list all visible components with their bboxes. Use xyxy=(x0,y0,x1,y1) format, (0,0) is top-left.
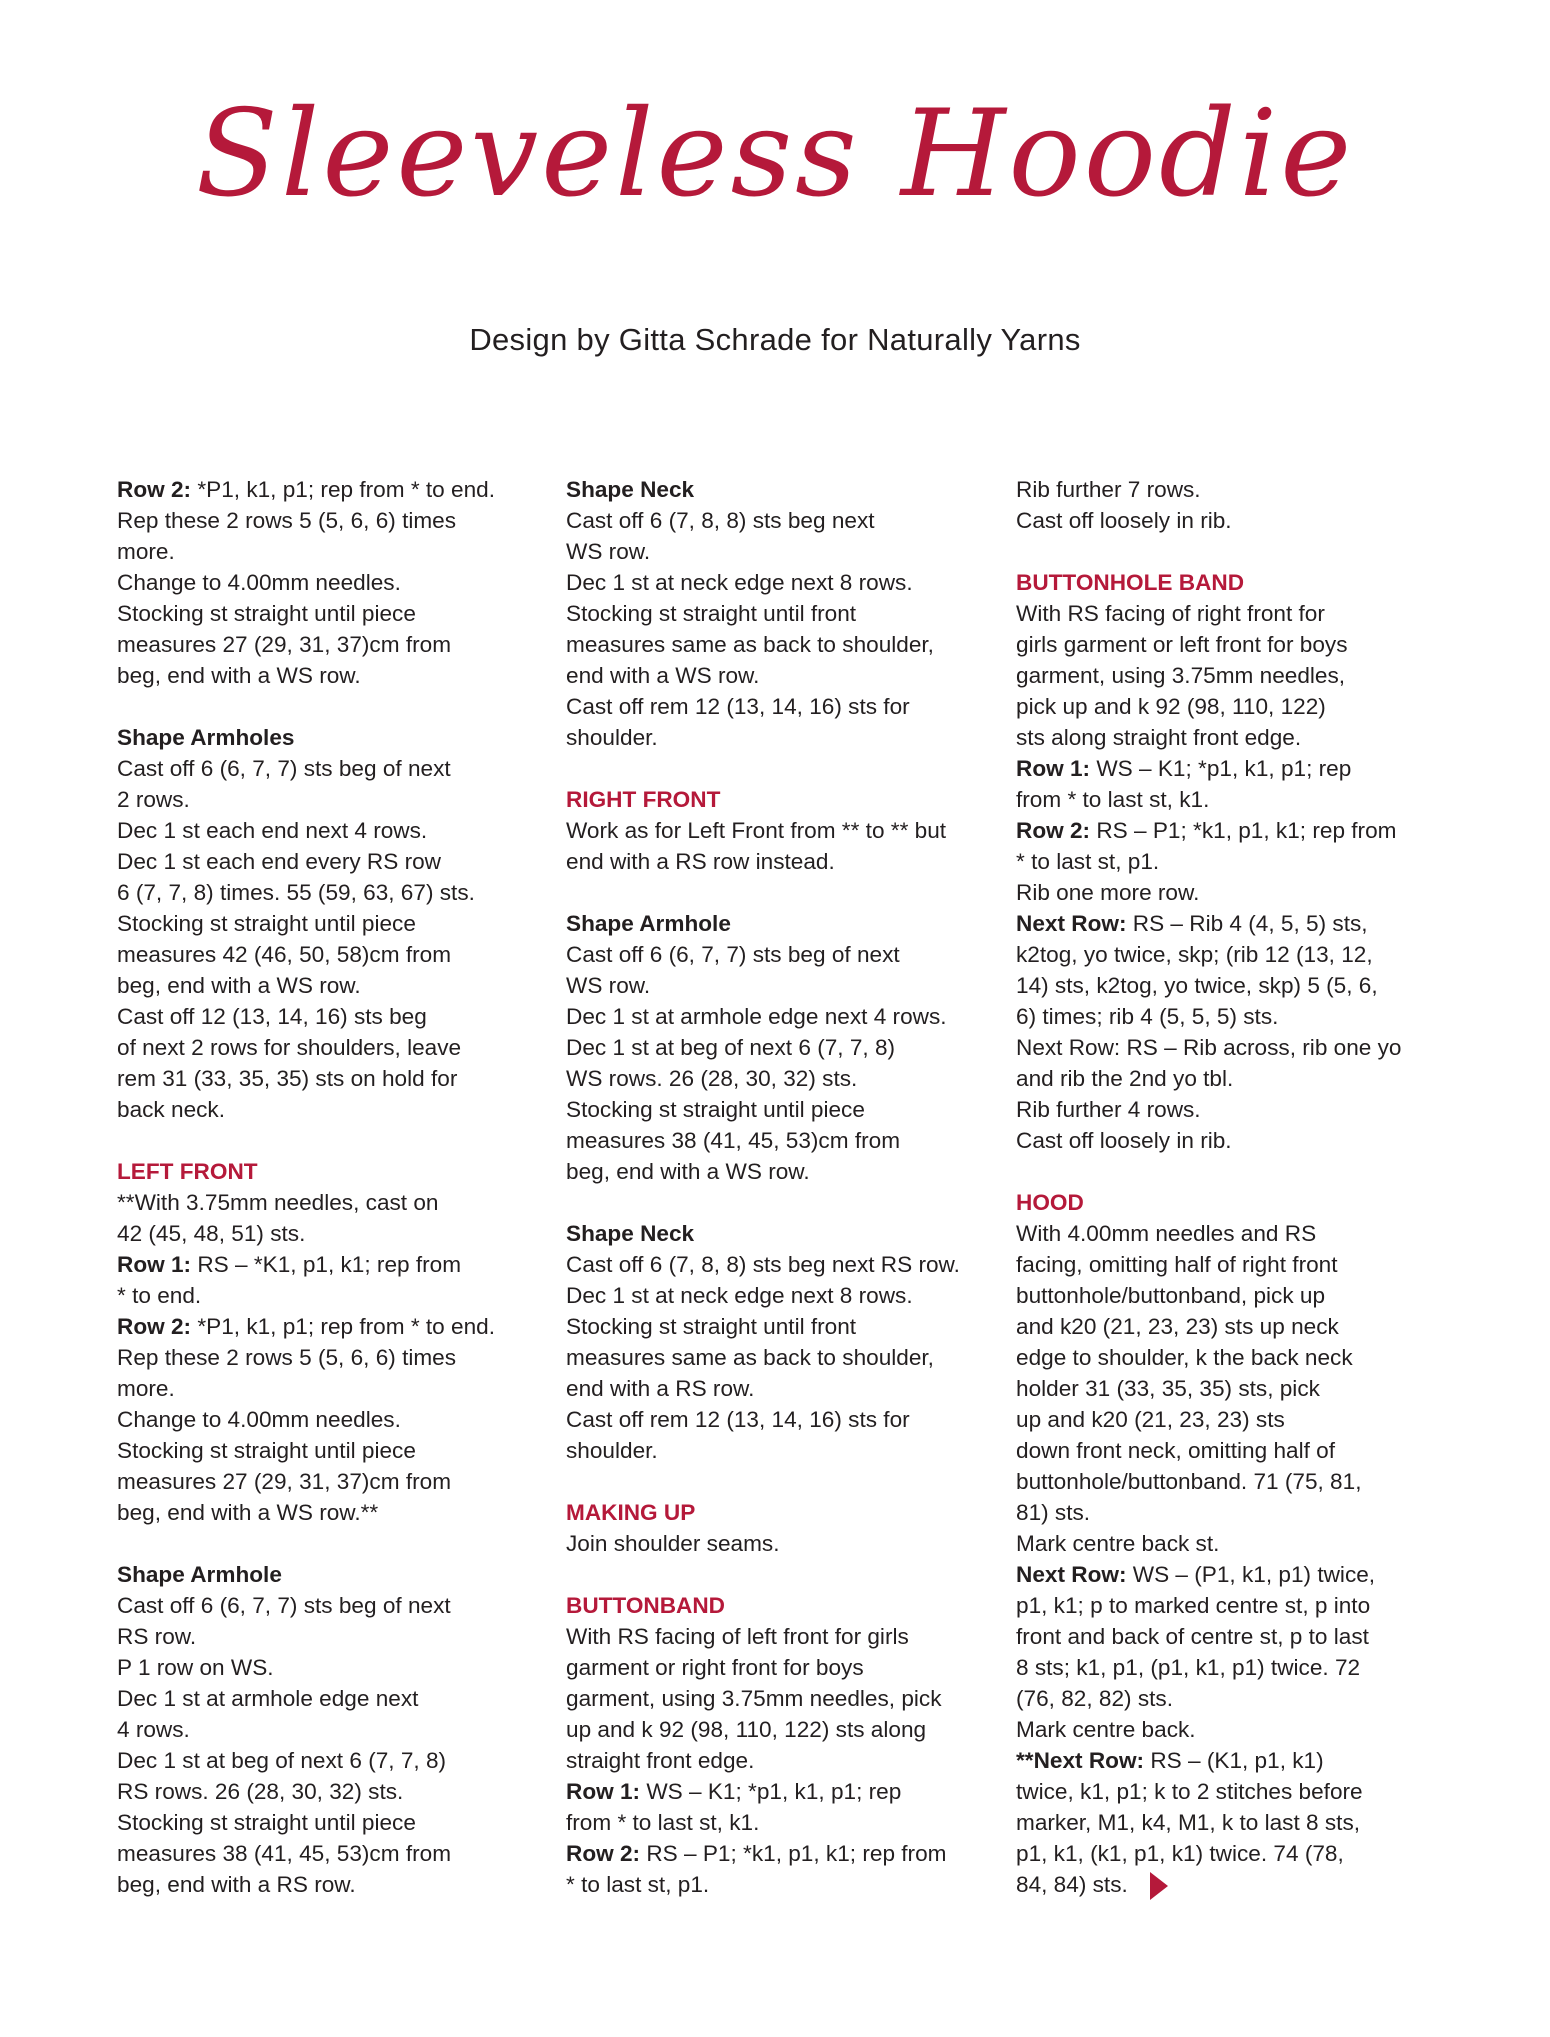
instruction-line xyxy=(1016,1497,1456,1528)
instruction-text: WS row. xyxy=(566,973,651,998)
section-heading: LEFT FRONT xyxy=(117,1159,258,1184)
instruction-line xyxy=(1016,474,1456,505)
instruction-text: RS – *K1, p1, k1; rep from xyxy=(191,1252,462,1277)
row-label: Row 2: xyxy=(117,477,192,502)
instruction-text: P 1 row on WS. xyxy=(117,1655,274,1680)
instruction-text: up and k 92 (98, 110, 122) sts along xyxy=(566,1717,927,1742)
instruction-text: measures 42 (46, 50, 58)cm from xyxy=(117,942,452,967)
instruction-text: With 4.00mm needles and RS xyxy=(1016,1221,1317,1246)
instruction-text: measures same as back to shoulder, xyxy=(566,1345,934,1370)
instruction-line xyxy=(566,1311,1006,1342)
instruction-text: * to end. xyxy=(117,1283,202,1308)
paragraph-spacer xyxy=(566,1466,1006,1497)
instruction-text: 14) sts, k2tog, yo twice, skp) 5 (5, 6, xyxy=(1016,973,1378,998)
instruction-text: garment or right front for boys xyxy=(566,1655,864,1680)
instruction-text: 6) times; rib 4 (5, 5, 5) sts. xyxy=(1016,1004,1279,1029)
instruction-text: garment, using 3.75mm needles, xyxy=(1016,663,1346,688)
instruction-text: p1, k1, (k1, p1, k1) twice. 74 (78, xyxy=(1016,1841,1344,1866)
instruction-text: and k20 (21, 23, 23) sts up neck xyxy=(1016,1314,1339,1339)
instruction-line xyxy=(1016,1404,1456,1435)
instruction-text: end with a WS row. xyxy=(566,663,760,688)
subsection-heading: Shape Neck xyxy=(566,1221,695,1246)
instruction-text: down front neck, omitting half of xyxy=(1016,1438,1335,1463)
instruction-line xyxy=(566,1404,1006,1435)
instruction-text: Next Row: RS – Rib across, rib one yo xyxy=(1016,1035,1402,1060)
instruction-text: Rib one more row. xyxy=(1016,880,1200,905)
instruction-line xyxy=(566,1807,1006,1838)
instruction-line xyxy=(117,1466,557,1497)
instruction-text: beg, end with a WS row. xyxy=(117,663,361,688)
instruction-text: shoulder. xyxy=(566,1438,658,1463)
instruction-text: RS row. xyxy=(117,1624,197,1649)
instruction-line xyxy=(1016,1745,1456,1776)
instruction-line xyxy=(117,1745,557,1776)
instruction-text: 81) sts. xyxy=(1016,1500,1091,1525)
instruction-line xyxy=(566,1001,1006,1032)
instruction-line xyxy=(1016,1683,1456,1714)
instruction-text: Mark centre back st. xyxy=(1016,1531,1220,1556)
instruction-text: Rib further 4 rows. xyxy=(1016,1097,1201,1122)
paragraph-spacer xyxy=(117,1125,557,1156)
instruction-text: With RS facing of left front for girls xyxy=(566,1624,909,1649)
column-left xyxy=(117,474,557,1900)
subsection-heading: Shape Armhole xyxy=(566,911,731,936)
paragraph-spacer xyxy=(566,877,1006,908)
instruction-text: Stocking st straight until front xyxy=(566,1314,857,1339)
instruction-line xyxy=(117,784,557,815)
instruction-line xyxy=(117,1280,557,1311)
next-page-arrow-icon xyxy=(1150,1872,1168,1900)
designer-credit: Design by Gitta Schrade for Naturally Yarns xyxy=(469,322,1081,357)
instruction-text: WS row. xyxy=(566,539,651,564)
instruction-text: **With 3.75mm needles, cast on xyxy=(117,1190,439,1215)
instruction-text: holder 31 (33, 35, 35) sts, pick xyxy=(1016,1376,1320,1401)
instruction-line xyxy=(1016,877,1456,908)
instruction-text: *P1, k1, p1; rep from * to end. xyxy=(191,477,495,502)
instruction-line xyxy=(566,1032,1006,1063)
instruction-line xyxy=(117,846,557,877)
instruction-text: Cast off 6 (7, 8, 8) sts beg next RS row. xyxy=(566,1252,960,1277)
instruction-line xyxy=(1016,1621,1456,1652)
section-heading: HOOD xyxy=(1016,1190,1084,1215)
instruction-text: Cast off 6 (6, 7, 7) sts beg of next xyxy=(117,1593,451,1618)
instruction-line xyxy=(566,660,1006,691)
instruction-text: measures 38 (41, 45, 53)cm from xyxy=(117,1841,452,1866)
instruction-line xyxy=(1016,1435,1456,1466)
instruction-text: straight front edge. xyxy=(566,1748,755,1773)
instruction-line xyxy=(566,1435,1006,1466)
instruction-line xyxy=(1016,784,1456,815)
instruction-line xyxy=(1016,1652,1456,1683)
paragraph-spacer xyxy=(566,1187,1006,1218)
instruction-line xyxy=(1016,1590,1456,1621)
instruction-line xyxy=(117,598,557,629)
instruction-line xyxy=(566,691,1006,722)
instruction-text: garment, using 3.75mm needles, pick xyxy=(566,1686,942,1711)
instruction-text: Cast off 6 (6, 7, 7) sts beg of next xyxy=(117,756,451,781)
instruction-line xyxy=(1016,908,1456,939)
instruction-line xyxy=(1016,939,1456,970)
instruction-text: WS – (P1, k1, p1) twice, xyxy=(1126,1562,1376,1587)
row-label: **Next Row: xyxy=(1016,1748,1145,1773)
instruction-text: Change to 4.00mm needles. xyxy=(117,570,401,595)
instruction-line xyxy=(566,1063,1006,1094)
section-heading: MAKING UP xyxy=(566,1500,696,1525)
instruction-line xyxy=(117,1497,557,1528)
instruction-line xyxy=(1016,722,1456,753)
column-right xyxy=(1016,474,1456,1900)
instruction-text: RS – (K1, p1, k1) xyxy=(1144,1748,1324,1773)
instruction-text: Dec 1 st at beg of next 6 (7, 7, 8) xyxy=(117,1748,447,1773)
instruction-text: marker, M1, k4, M1, k to last 8 sts, xyxy=(1016,1810,1361,1835)
instruction-line xyxy=(566,1125,1006,1156)
instruction-text: WS rows. 26 (28, 30, 32) sts. xyxy=(566,1066,858,1091)
instruction-line xyxy=(1016,1714,1456,1745)
instruction-text: Cast off 12 (13, 14, 16) sts beg xyxy=(117,1004,427,1029)
instruction-text: facing, omitting half of right front xyxy=(1016,1252,1338,1277)
instruction-text: Cast off rem 12 (13, 14, 16) sts for xyxy=(566,1407,910,1432)
instruction-text: 84, 84) sts. xyxy=(1016,1872,1128,1897)
instruction-line xyxy=(1016,1094,1456,1125)
instruction-line xyxy=(566,1683,1006,1714)
instruction-text: pick up and k 92 (98, 110, 122) xyxy=(1016,694,1326,719)
instruction-line xyxy=(117,908,557,939)
instruction-text: of next 2 rows for shoulders, leave xyxy=(117,1035,462,1060)
instruction-line xyxy=(117,1683,557,1714)
instruction-line xyxy=(1016,1218,1456,1249)
instruction-line xyxy=(117,1404,557,1435)
instruction-text: front and back of centre st, p to last xyxy=(1016,1624,1369,1649)
instruction-text: Dec 1 st at neck edge next 8 rows. xyxy=(566,1283,913,1308)
instruction-text: Cast off 6 (6, 7, 7) sts beg of next xyxy=(566,942,900,967)
instruction-line xyxy=(1016,1125,1456,1156)
instruction-line xyxy=(1016,1869,1456,1900)
instruction-text: 8 sts; k1, p1, (p1, k1, p1) twice. 72 xyxy=(1016,1655,1361,1680)
instruction-line xyxy=(566,1094,1006,1125)
instruction-line xyxy=(1016,846,1456,877)
instruction-text: beg, end with a WS row. xyxy=(117,973,361,998)
instruction-line xyxy=(117,567,557,598)
instruction-line xyxy=(117,753,557,784)
instruction-line xyxy=(117,877,557,908)
instruction-text: 6 (7, 7, 8) times. 55 (59, 63, 67) sts. xyxy=(117,880,475,905)
row-label: Next Row: xyxy=(1016,911,1127,936)
instruction-line xyxy=(1016,753,1456,784)
instruction-line xyxy=(1016,815,1456,846)
instruction-line xyxy=(1016,1311,1456,1342)
instruction-line xyxy=(566,1342,1006,1373)
pattern-title: Sleeveless Hoodie xyxy=(195,85,1355,224)
instruction-text: and rib the 2nd yo tbl. xyxy=(1016,1066,1234,1091)
instruction-text: RS – P1; *k1, p1, k1; rep from xyxy=(1090,818,1397,843)
instruction-line xyxy=(117,1869,557,1900)
instruction-line xyxy=(566,970,1006,1001)
instruction-line xyxy=(566,846,1006,877)
instruction-line xyxy=(566,598,1006,629)
instruction-text: Stocking st straight until piece xyxy=(117,911,416,936)
instruction-line xyxy=(566,1249,1006,1280)
subsection-heading: Shape Neck xyxy=(566,477,695,502)
instruction-line xyxy=(117,1714,557,1745)
instruction-line xyxy=(117,1838,557,1869)
subsection-heading: Shape Armhole xyxy=(117,1562,282,1587)
instruction-line xyxy=(566,1652,1006,1683)
instruction-text: Dec 1 st at armhole edge next 4 rows. xyxy=(566,1004,947,1029)
section-heading: BUTTONHOLE BAND xyxy=(1016,570,1245,595)
row-label: Row 2: xyxy=(1016,818,1091,843)
instruction-line xyxy=(566,1280,1006,1311)
instruction-line xyxy=(1016,598,1456,629)
instruction-line xyxy=(566,629,1006,660)
paragraph-spacer xyxy=(117,1528,557,1559)
instruction-text: Rep these 2 rows 5 (5, 6, 6) times xyxy=(117,508,457,533)
instruction-line xyxy=(1016,1776,1456,1807)
instruction-line xyxy=(1016,1342,1456,1373)
instruction-line xyxy=(1016,691,1456,722)
instruction-line xyxy=(566,1156,1006,1187)
instruction-text: measures same as back to shoulder, xyxy=(566,632,934,657)
instruction-line xyxy=(117,536,557,567)
section-heading: BUTTONBAND xyxy=(566,1593,725,1618)
instruction-text: RS – P1; *k1, p1, k1; rep from xyxy=(640,1841,947,1866)
instruction-line xyxy=(117,1435,557,1466)
row-label: Row 1: xyxy=(566,1779,641,1804)
instruction-line xyxy=(566,722,1006,753)
instruction-text: * to last st, p1. xyxy=(566,1872,710,1897)
instruction-line xyxy=(117,939,557,970)
instruction-line xyxy=(1016,1559,1456,1590)
instruction-text: RS – Rib 4 (4, 5, 5) sts, xyxy=(1126,911,1368,936)
instruction-line xyxy=(566,1869,1006,1900)
subsection-heading: Shape Armholes xyxy=(117,725,295,750)
section-heading: RIGHT FRONT xyxy=(566,787,721,812)
instruction-line xyxy=(117,1373,557,1404)
row-label: Row 1: xyxy=(117,1252,192,1277)
instruction-text: beg, end with a WS row.** xyxy=(117,1500,379,1525)
instruction-text: Stocking st straight until piece xyxy=(117,601,416,626)
instruction-text: buttonhole/buttonband, pick up xyxy=(1016,1283,1326,1308)
instruction-text: edge to shoulder, k the back neck xyxy=(1016,1345,1353,1370)
instruction-line xyxy=(566,567,1006,598)
instruction-line xyxy=(1016,1249,1456,1280)
instruction-text: Dec 1 st at armhole edge next xyxy=(117,1686,419,1711)
instruction-text: Stocking st straight until piece xyxy=(566,1097,865,1122)
instruction-line xyxy=(566,1373,1006,1404)
instruction-text: girls garment or left front for boys xyxy=(1016,632,1348,657)
instruction-line xyxy=(1016,1373,1456,1404)
paragraph-spacer xyxy=(566,1559,1006,1590)
paragraph-spacer xyxy=(1016,1156,1456,1187)
paragraph-spacer xyxy=(566,753,1006,784)
instruction-text: sts along straight front edge. xyxy=(1016,725,1302,750)
instruction-text: up and k20 (21, 23, 23) sts xyxy=(1016,1407,1285,1432)
instruction-text: Cast off loosely in rib. xyxy=(1016,1128,1232,1153)
instruction-text: Cast off loosely in rib. xyxy=(1016,508,1232,533)
instruction-text: Change to 4.00mm needles. xyxy=(117,1407,401,1432)
instruction-text: Join shoulder seams. xyxy=(566,1531,780,1556)
instruction-text: end with a RS row instead. xyxy=(566,849,835,874)
instruction-line xyxy=(1016,970,1456,1001)
instruction-text: Work as for Left Front from ** to ** but xyxy=(566,818,947,843)
instruction-line xyxy=(1016,1063,1456,1094)
instruction-line xyxy=(1016,1807,1456,1838)
instruction-text: Rep these 2 rows 5 (5, 6, 6) times xyxy=(117,1345,457,1370)
instruction-line xyxy=(1016,1528,1456,1559)
paragraph-spacer xyxy=(1016,536,1456,567)
instruction-line xyxy=(117,1311,557,1342)
instruction-text: Dec 1 st each end every RS row xyxy=(117,849,441,874)
instruction-text: RS rows. 26 (28, 30, 32) sts. xyxy=(117,1779,404,1804)
instruction-text: beg, end with a WS row. xyxy=(566,1159,810,1184)
instruction-text: measures 27 (29, 31, 37)cm from xyxy=(117,1469,452,1494)
instruction-line xyxy=(117,1342,557,1373)
instruction-line xyxy=(566,505,1006,536)
instruction-text: p1, k1; p to marked centre st, p into xyxy=(1016,1593,1371,1618)
instruction-line xyxy=(1016,505,1456,536)
instruction-line xyxy=(566,1838,1006,1869)
instruction-text: Dec 1 st at neck edge next 8 rows. xyxy=(566,570,913,595)
instruction-line xyxy=(117,1249,557,1280)
instruction-line xyxy=(117,629,557,660)
instruction-text: measures 38 (41, 45, 53)cm from xyxy=(566,1128,901,1153)
instruction-line xyxy=(117,1776,557,1807)
instruction-line xyxy=(1016,1466,1456,1497)
instruction-line xyxy=(1016,629,1456,660)
instruction-line xyxy=(117,970,557,1001)
instruction-line xyxy=(566,815,1006,846)
instruction-text: With RS facing of right front for xyxy=(1016,601,1325,626)
instruction-text: 42 (45, 48, 51) sts. xyxy=(117,1221,306,1246)
instruction-line xyxy=(1016,660,1456,691)
instruction-text: more. xyxy=(117,1376,175,1401)
instruction-text: 2 rows. xyxy=(117,787,190,812)
instruction-text: twice, k1, p1; k to 2 stitches before xyxy=(1016,1779,1363,1804)
instruction-text: k2tog, yo twice, skp; (rib 12 (13, 12, xyxy=(1016,942,1373,967)
instruction-line xyxy=(117,815,557,846)
instruction-text: from * to last st, k1. xyxy=(1016,787,1210,812)
row-label: Row 2: xyxy=(117,1314,192,1339)
instruction-text: back neck. xyxy=(117,1097,226,1122)
instruction-line xyxy=(566,1776,1006,1807)
instruction-line xyxy=(117,474,557,505)
instruction-line xyxy=(566,939,1006,970)
instruction-text: (76, 82, 82) sts. xyxy=(1016,1686,1173,1711)
instruction-text: shoulder. xyxy=(566,725,658,750)
instruction-line xyxy=(1016,1032,1456,1063)
instruction-text: Dec 1 st each end next 4 rows. xyxy=(117,818,428,843)
instruction-text: Mark centre back. xyxy=(1016,1717,1196,1742)
instruction-text: end with a RS row. xyxy=(566,1376,755,1401)
instruction-line xyxy=(566,536,1006,567)
instruction-text: Stocking st straight until piece xyxy=(117,1438,416,1463)
instruction-line xyxy=(117,1590,557,1621)
instruction-line xyxy=(566,1714,1006,1745)
instruction-text: Stocking st straight until piece xyxy=(117,1810,416,1835)
paragraph-spacer xyxy=(117,691,557,722)
instruction-line xyxy=(566,1528,1006,1559)
instruction-text: * to last st, p1. xyxy=(1016,849,1160,874)
instruction-text: beg, end with a RS row. xyxy=(117,1872,356,1897)
instruction-text: Stocking st straight until front xyxy=(566,601,857,626)
column-middle xyxy=(566,474,1006,1900)
instruction-text: buttonhole/buttonband. 71 (75, 81, xyxy=(1016,1469,1362,1494)
instruction-line xyxy=(117,1094,557,1125)
instruction-text: rem 31 (33, 35, 35) sts on hold for xyxy=(117,1066,458,1091)
instruction-text: measures 27 (29, 31, 37)cm from xyxy=(117,632,452,657)
instruction-line xyxy=(566,1745,1006,1776)
instruction-text: from * to last st, k1. xyxy=(566,1810,760,1835)
instruction-line xyxy=(1016,1001,1456,1032)
instruction-line xyxy=(117,1032,557,1063)
instruction-text: WS – K1; *p1, k1, p1; rep xyxy=(640,1779,902,1804)
instruction-line xyxy=(117,660,557,691)
instruction-text: *P1, k1, p1; rep from * to end. xyxy=(191,1314,495,1339)
instruction-line xyxy=(117,505,557,536)
instruction-text: Rib further 7 rows. xyxy=(1016,477,1201,502)
instruction-text: WS – K1; *p1, k1, p1; rep xyxy=(1090,756,1352,781)
instruction-line xyxy=(117,1807,557,1838)
row-label: Row 2: xyxy=(566,1841,641,1866)
instruction-line xyxy=(117,1187,557,1218)
instruction-line xyxy=(117,1218,557,1249)
instruction-text: more. xyxy=(117,539,175,564)
instruction-line xyxy=(1016,1838,1456,1869)
instruction-line xyxy=(1016,1280,1456,1311)
instruction-text: Cast off 6 (7, 8, 8) sts beg next xyxy=(566,508,875,533)
row-label: Row 1: xyxy=(1016,756,1091,781)
instruction-line xyxy=(117,1063,557,1094)
instruction-text: Dec 1 st at beg of next 6 (7, 7, 8) xyxy=(566,1035,896,1060)
instruction-text: 4 rows. xyxy=(117,1717,190,1742)
instruction-line xyxy=(117,1001,557,1032)
instruction-line xyxy=(117,1652,557,1683)
instruction-line xyxy=(117,1621,557,1652)
instruction-text: Cast off rem 12 (13, 14, 16) sts for xyxy=(566,694,910,719)
instruction-line xyxy=(566,1621,1006,1652)
row-label: Next Row: xyxy=(1016,1562,1127,1587)
